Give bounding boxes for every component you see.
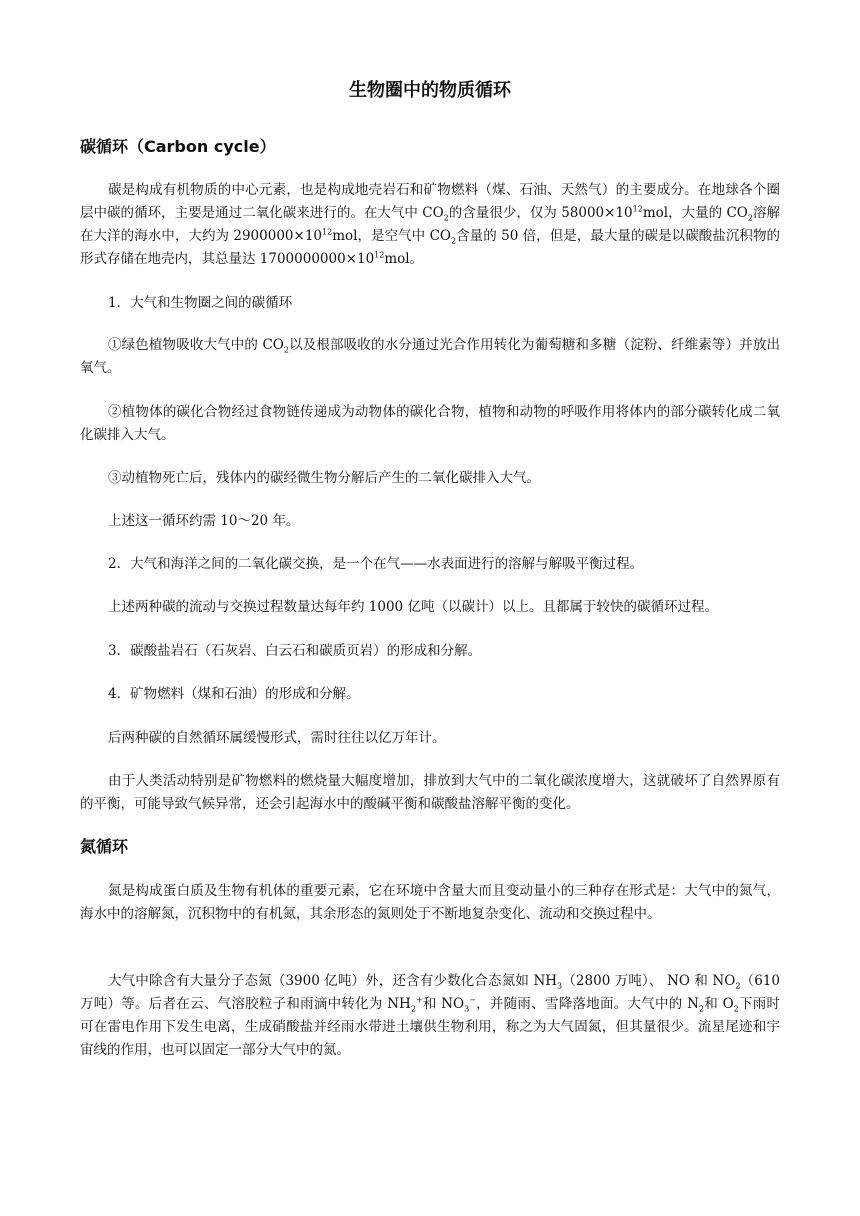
list-item: 3．碳酸盐岩石（石灰岩、白云石和碳质页岩）的形成和分解。	[108, 643, 482, 659]
list-item: 1．大气和生物圈之间的碳循环	[108, 295, 293, 311]
paragraph-carbon-intro: 碳是构成有机物质的中心元素，也是构成地壳岩石和矿物燃料（煤、石油、天然气）的主要成分。在地球各个圈层中碳的循环，主要是通过二氧化碳来进行的。在大气中 $CO_2$的含量很少，仅为 $58000\times 10^{12}mol$，大量的 $CO_2$溶解在大洋的海水中，大约为 $2900000\times 10^{12}mol$，是空气中 $CO_2$含量的 50 倍，但是，最大量的碳是以碳酸盐沉积物的形式存储在地壳内，其总量达 $1700000000\times 10^{12}mol$。	[80, 182, 781, 267]
page-title: 生物圈中的物质循环	[349, 80, 511, 101]
paragraph-carbon-impact: 由于人类活动特别是矿物燃料的燃烧量大幅度增加，排放到大气中的二氧化碳浓度增大，这就破坏了自然界原有的平衡，可能导致气候异常，还会引起海水中的酸碱平衡和碳酸盐溶解平衡的变化。	[80, 773, 780, 812]
list-item: 2．大气和海洋之间的二氧化碳交换，是一个在气——水表面进行的溶解与解吸平衡过程。	[108, 556, 644, 572]
list-item: ③动植物死亡后，残体内的碳经微生物分解后产生的二氧化碳排入大气。	[108, 470, 540, 486]
section-heading-nitrogen: 氮循环	[80, 837, 129, 856]
list-item: 后两种碳的自然循环属缓慢形式，需时往往以亿万年计。	[108, 730, 446, 746]
section-heading-carbon: 碳循环（Carbon cycle）	[80, 137, 276, 156]
list-item: 上述这一循环约需 10～20 年。	[108, 513, 300, 529]
paragraph-nitrogen-atmosphere: 大气中除含有大量分子态氮（3900 亿吨）外，还含有少数化合态氮如 $NH_3(2800$ 万吨）、 NO 和 $NO_2(610$ 万吨）等。后者在云、气溶胶粒子和雨滴中转化为 $NH_2^+$和 $NO_3^-$，并随雨、雪降落地面。大气中的 $N_2$和 $O_2$下雨时可在雷电作用下发生电离，生成硝酸盐并经雨水带进土壤供生物利用，称之为大气固氮，但其量很少。流星尾迹和宇宙线的作用，也可以固定一部分大气中的氮。	[80, 973, 781, 1058]
list-item: 4．矿物燃料（煤和石油）的形成和分解。	[108, 686, 360, 702]
list-item: 上述两种碳的流动与交换过程数量达每年约 1000 亿吨（以碳计）以上。且都属于较快的碳循环过程。	[108, 599, 718, 615]
list-item: ②植物体的碳化合物经过食物链传递成为动物体的碳化合物，植物和动物的呼吸作用将体内的部分碳转化成二氧化碳排入大气。	[80, 404, 780, 443]
paragraph-nitrogen-intro: 氮是构成蛋白质及生物有机体的重要元素，它在环境中含量大而且变动量小的三种存在形式是：大气中的氮气，海水中的溶解氮，沉积物中的有机氮，其余形态的氮则处于不断地复杂变化、流动和交换过程中。	[80, 883, 780, 922]
list-item: ①绿色植物吸收大气中的 $CO_2$以及根部吸收的水分通过光合作用转化为葡萄糖和多糖（淀粉、纤维素等）并放出氧气。	[80, 337, 780, 376]
